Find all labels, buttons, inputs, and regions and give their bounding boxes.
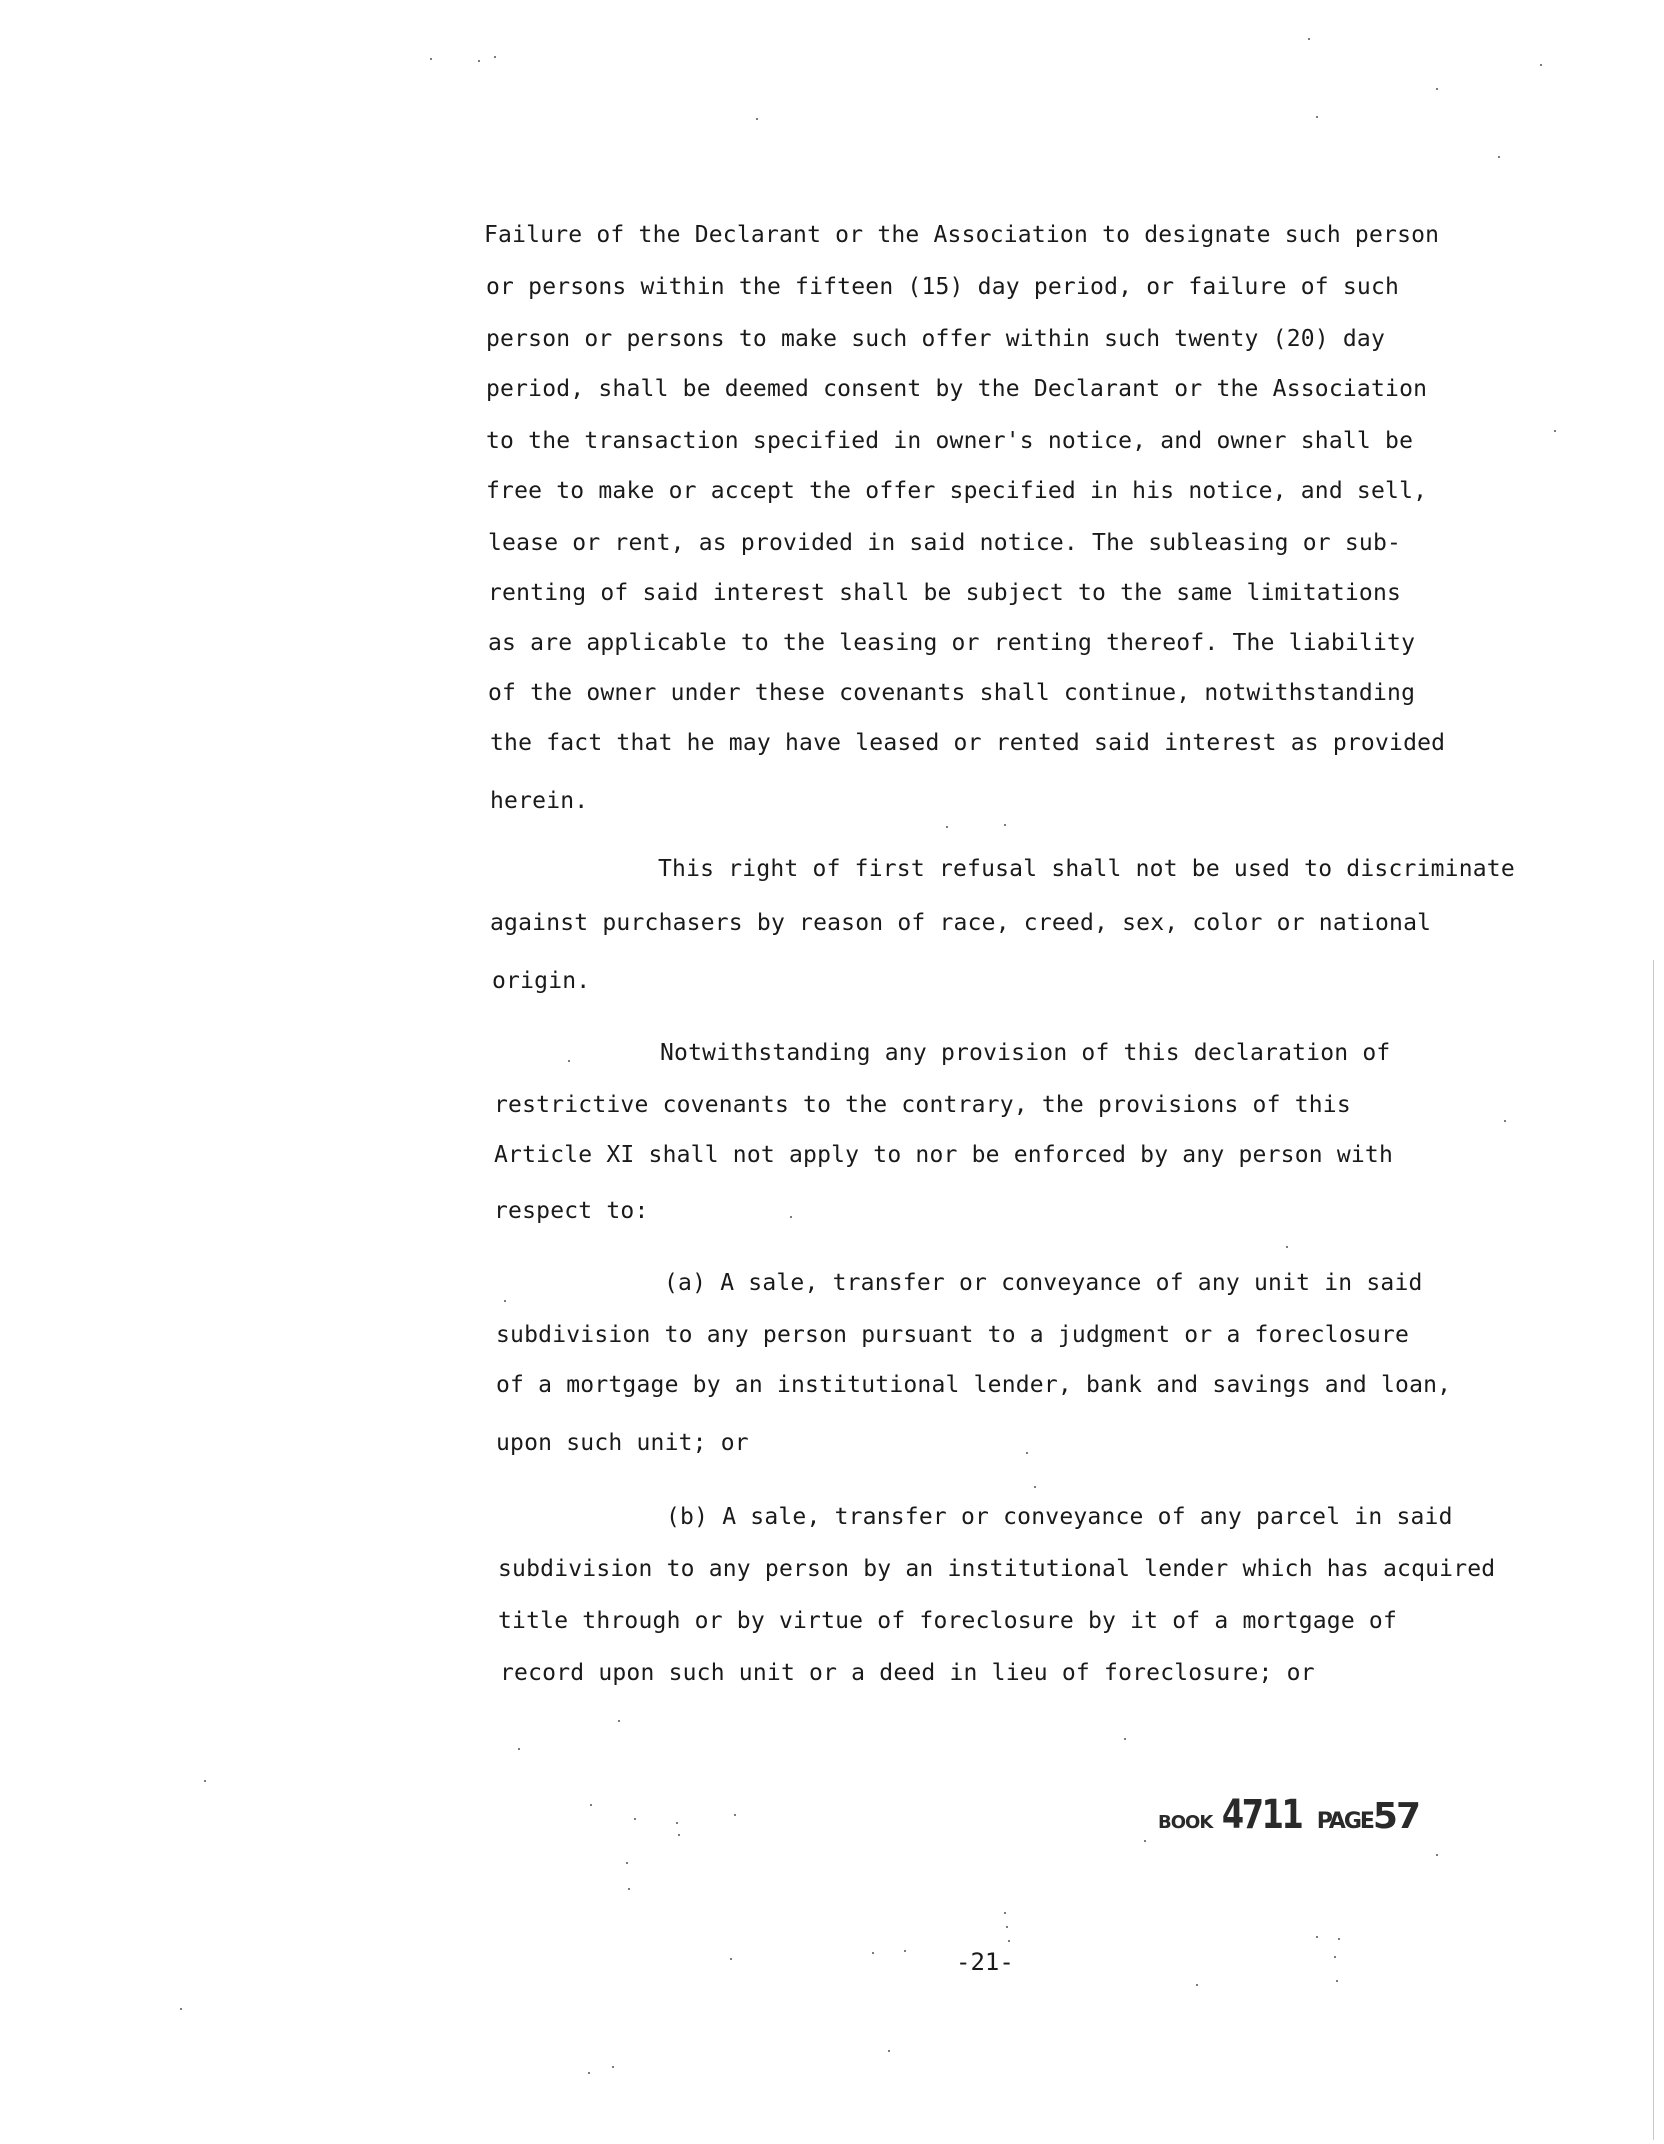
text-line: free to make or accept the offer specified in his notice, and sell, bbox=[486, 478, 1428, 504]
text-line: Notwithstanding any provision of this declaration of bbox=[660, 1040, 1391, 1066]
text-line: person or persons to make such offer within such twenty (20) day bbox=[486, 326, 1386, 352]
text-line: restrictive covenants to the contrary, the provisions of this bbox=[494, 1092, 1351, 1118]
scan-speck bbox=[180, 2008, 182, 2010]
scan-speck bbox=[1498, 156, 1500, 158]
scan-speck bbox=[1026, 1452, 1028, 1454]
scan-speck bbox=[734, 1814, 736, 1816]
text-line: of a mortgage by an institutional lender, bank and savings and loan, bbox=[496, 1372, 1452, 1398]
scan-speck bbox=[790, 1216, 792, 1218]
text-line: of the owner under these covenants shall continue, notwithstanding bbox=[488, 680, 1416, 706]
text-line: subdivision to any person by an institutional lender which has acquired bbox=[498, 1556, 1496, 1582]
text-line: herein. bbox=[490, 788, 589, 814]
scan-speck bbox=[430, 58, 432, 60]
text-line: Article XI shall not apply to nor be enforced by any person with bbox=[494, 1142, 1394, 1168]
scan-speck bbox=[1004, 1912, 1006, 1914]
scan-speck bbox=[1436, 88, 1438, 90]
scan-speck bbox=[634, 1818, 636, 1820]
scan-speck bbox=[1554, 430, 1556, 432]
text-line: This right of first refusal shall not be used to discriminate bbox=[658, 856, 1515, 882]
text-line: or persons within the fifteen (15) day period, or failure of such bbox=[486, 274, 1400, 300]
scan-speck bbox=[1286, 1246, 1288, 1248]
text-line: Failure of the Declarant or the Association to designate such person bbox=[484, 222, 1440, 248]
text-line: lease or rent, as provided in said notice. The subleasing or sub- bbox=[488, 530, 1402, 556]
scan-speck bbox=[756, 118, 758, 120]
scan-speck bbox=[1124, 1738, 1126, 1740]
text-line: (b) A sale, transfer or conveyance of any parcel in said bbox=[666, 1504, 1453, 1530]
text-line: title through or by virtue of foreclosure by it of a mortgage of bbox=[498, 1608, 1398, 1634]
text-line: subdivision to any person pursuant to a judgment or a foreclosure bbox=[496, 1322, 1410, 1348]
scan-speck bbox=[1006, 1926, 1008, 1928]
scan-speck bbox=[504, 1300, 506, 1302]
text-line: upon such unit; or bbox=[496, 1430, 749, 1456]
stamp-book-label: BOOK bbox=[1158, 1812, 1213, 1833]
recording-stamp bbox=[1158, 1792, 1419, 1838]
scan-edge-line bbox=[1653, 960, 1654, 2140]
text-line: to the transaction specified in owner's notice, and owner shall be bbox=[486, 428, 1414, 454]
scan-speck bbox=[1336, 1980, 1338, 1982]
scan-speck bbox=[494, 56, 496, 58]
scan-speck bbox=[676, 1822, 678, 1824]
scan-speck bbox=[1540, 64, 1542, 66]
text-line: period, shall be deemed consent by the Declarant or the Association bbox=[486, 376, 1428, 402]
scan-speck bbox=[1504, 1120, 1506, 1122]
scan-speck bbox=[612, 2066, 614, 2068]
scan-speck bbox=[888, 2050, 890, 2052]
scan-speck bbox=[1334, 1956, 1336, 1958]
scan-speck bbox=[1316, 116, 1318, 118]
scan-speck bbox=[730, 1958, 732, 1960]
scan-speck bbox=[1004, 824, 1006, 826]
stamp-page-label: PAGE bbox=[1316, 1809, 1373, 1834]
scan-speck bbox=[946, 826, 948, 828]
scan-speck bbox=[618, 1720, 620, 1722]
scan-speck bbox=[872, 1952, 874, 1954]
scan-speck bbox=[1338, 1938, 1340, 1940]
text-line: (a) A sale, transfer or conveyance of any unit in said bbox=[664, 1270, 1423, 1296]
scan-speck bbox=[628, 1888, 630, 1890]
page-number: -21- bbox=[956, 1948, 1014, 1976]
scan-speck bbox=[678, 1834, 680, 1836]
text-line: against purchasers by reason of race, creed, sex, color or national bbox=[490, 910, 1432, 936]
scan-speck bbox=[204, 1780, 206, 1782]
scan-speck bbox=[518, 1748, 520, 1750]
scan-speck bbox=[1144, 1840, 1146, 1842]
scan-speck bbox=[626, 1862, 628, 1864]
text-line: as are applicable to the leasing or renting thereof. The liability bbox=[488, 630, 1416, 656]
scan-speck bbox=[1316, 1936, 1318, 1938]
stamp-page-number: 57 bbox=[1372, 1796, 1420, 1837]
scan-speck bbox=[590, 1804, 592, 1806]
stamp-book-number: 4711 bbox=[1222, 1792, 1302, 1838]
text-line: respect to: bbox=[494, 1198, 649, 1224]
scan-speck bbox=[568, 1060, 570, 1062]
scan-speck bbox=[1196, 1984, 1198, 1986]
text-line: record upon such unit or a deed in lieu of foreclosure; or bbox=[500, 1660, 1315, 1686]
scan-speck bbox=[1008, 1940, 1010, 1942]
scan-speck bbox=[478, 60, 480, 62]
scan-speck bbox=[588, 2072, 590, 2074]
scan-speck bbox=[1308, 38, 1310, 40]
text-line: renting of said interest shall be subject to the same limitations bbox=[488, 580, 1402, 606]
scan-speck bbox=[1436, 1854, 1438, 1856]
text-line: origin. bbox=[492, 968, 591, 994]
scan-speck bbox=[904, 1950, 906, 1952]
scan-speck bbox=[1034, 1486, 1036, 1488]
text-line: the fact that he may have leased or rented said interest as provided bbox=[490, 730, 1446, 756]
